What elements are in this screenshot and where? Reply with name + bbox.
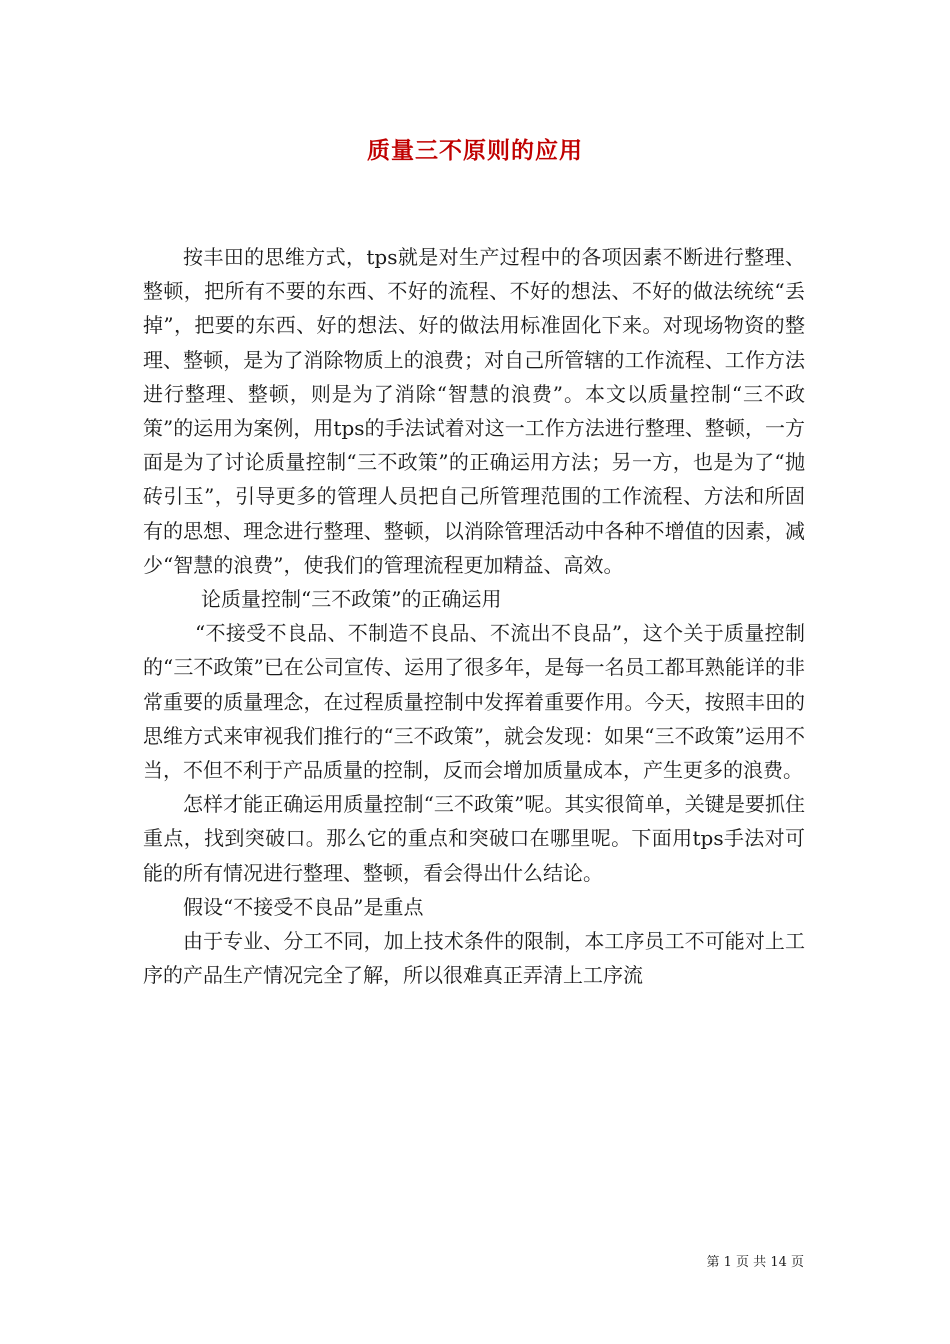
- document-title: 质量三不原则的应用: [367, 137, 583, 164]
- paragraph-three-no-policy: “不接受不良品、不制造不良品、不流出不良品”，这个关于质量控制的“三不政策”已在公司宣传、运用了很多年，是每一名员工都耳熟能详的非常重要的质量理念，在过程质量控制中发挥着重要作用。今天，按照丰田的思维方式来审视我们推行的“三不政策”，就会发现：如果“三不政策”运用不当，不但不利于产品质量的控制，反而会增加质量成本，产生更多的浪费。: [143, 621, 805, 783]
- paragraph-how-to-apply: 怎样才能正确运用质量控制“三不政策”呢。其实很简单，关键是要抓住重点，找到突破口。那么它的重点和突破口在哪里呢。下面用tps手法对可能的所有情况进行整理、整顿，看会得出什么结论。: [143, 792, 805, 885]
- section-heading: 论质量控制“三不政策”的正确运用: [201, 587, 502, 612]
- subsection-heading: 假设“不接受不良品”是重点: [183, 894, 424, 919]
- document-body: [143, 240, 805, 992]
- page-number: 第 1 页 共 14 页: [706, 1255, 804, 1270]
- paragraph-intro: 按丰田的思维方式，tps就是对生产过程中的各项因素不断进行整理、整顿，把所有不要的东西、不好的流程、不好的想法、不好的做法统统“丢掉”，把要的东西、好的想法、好的做法用标准固化下来。对现场物资的整理、整顿，是为了消除物质上的浪费；对自己所管辖的工作流程、工作方法进行整理、整顿，则是为了消除“智慧的浪费”。本文以质量控制“三不政策”的运用为案例，用tps的手法试着对这一工作方法进行整理、整顿，一方面是为了讨论质量控制“三不政策”的正确运用方法；另一方，也是为了“抛砖引玉”，引导更多的管理人员把自己所管理范围的工作流程、方法和所固有的思想、理念进行整理、整顿，以消除管理活动中各种不增值的因素，减少“智慧的浪费”，使我们的管理流程更加精益、高效。: [143, 245, 805, 577]
- paragraph-assumption: 由于专业、分工不同，加上技术条件的限制，本工序员工不可能对上工序的产品生产情况完全了解，所以很难真正弄清上工序流: [143, 929, 805, 988]
